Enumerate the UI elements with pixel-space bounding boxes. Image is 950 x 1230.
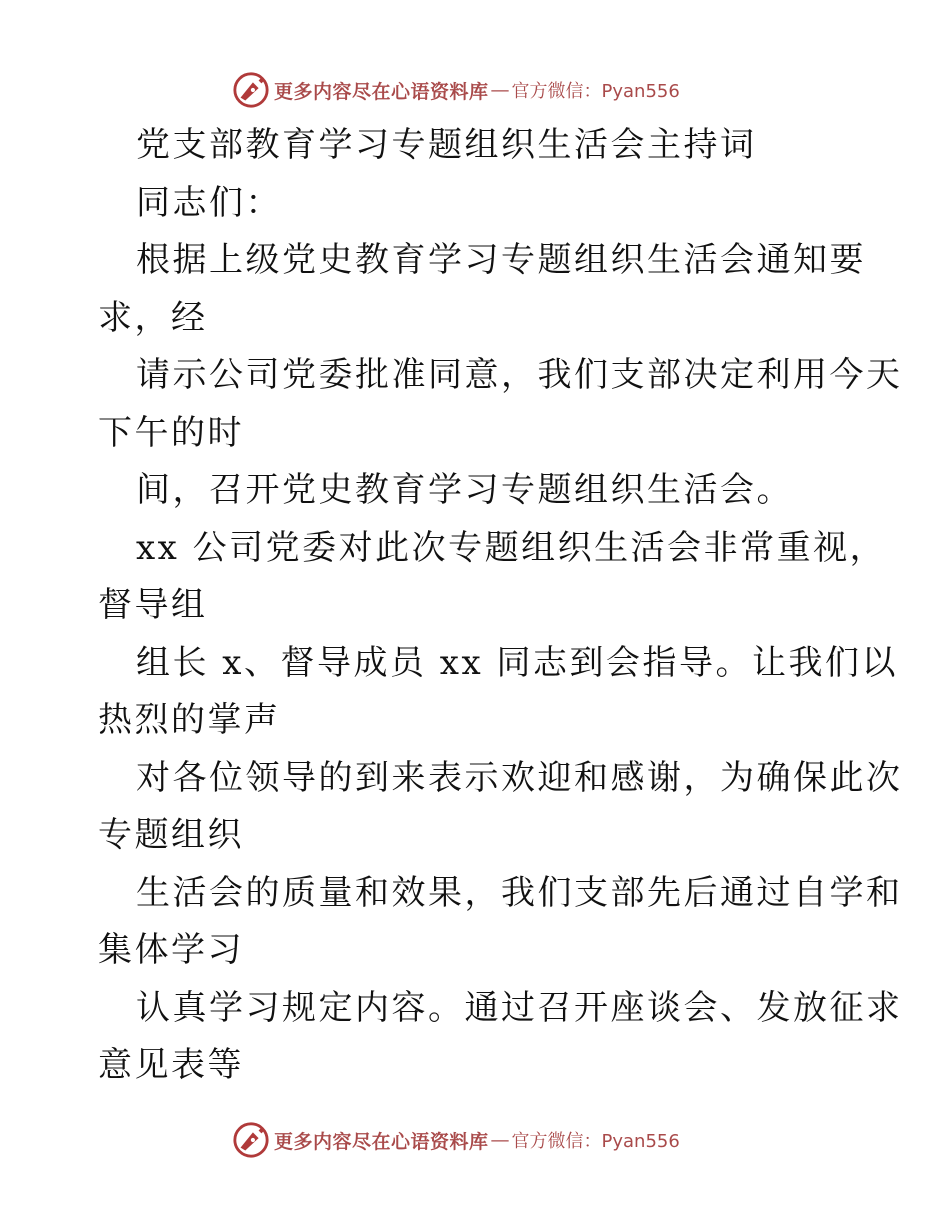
body-line: 督导组: [98, 585, 208, 625]
footer-banner: [232, 1120, 680, 1160]
document-title: 党支部教育学习专题组织生活会主持词: [136, 125, 757, 165]
document-body: [98, 117, 903, 1095]
banner-wechat-text: 官方微信：Pyan556: [511, 1131, 680, 1152]
banner-separator: —: [490, 1129, 510, 1151]
banner-separator: —: [490, 79, 510, 101]
body-line: 组长 x、督导成员 xx 同志到会指导。让我们以: [136, 642, 898, 683]
body-line: 同志们：: [136, 182, 282, 223]
body-line: 下午的时: [98, 412, 244, 453]
body-line: 热烈的掌声: [98, 700, 281, 740]
banner-brand-text: 更多内容尽在心语资料库: [274, 80, 489, 103]
header-banner: [232, 70, 680, 110]
body-line: xx 公司党委对此次专题组织生活会非常重视，: [136, 527, 887, 568]
banner-wechat-text: 官方微信：Pyan556: [511, 81, 680, 102]
body-line: 请示公司党委批准同意，我们支部决定利用今天: [136, 355, 903, 395]
pen-nib-logo-icon: [232, 71, 270, 109]
body-line: 集体学习: [98, 930, 244, 970]
body-line: 认真学习规定内容。通过召开座谈会、发放征求: [136, 987, 903, 1028]
pen-nib-logo-icon: [232, 1121, 270, 1159]
body-line: 专题组织: [98, 815, 244, 855]
body-line: 求，经: [98, 297, 208, 338]
body-line: 对各位领导的到来表示欢迎和感谢，为确保此次: [136, 757, 903, 798]
body-line: 间，召开党史教育学习专题组织生活会。: [136, 470, 793, 510]
body-line: 意见表等: [98, 1045, 244, 1085]
body-line: 根据上级党史教育学习专题组织生活会通知要: [136, 240, 866, 280]
body-line: 生活会的质量和效果，我们支部先后通过自学和: [136, 872, 903, 913]
banner-brand-text: 更多内容尽在心语资料库: [274, 1130, 489, 1153]
